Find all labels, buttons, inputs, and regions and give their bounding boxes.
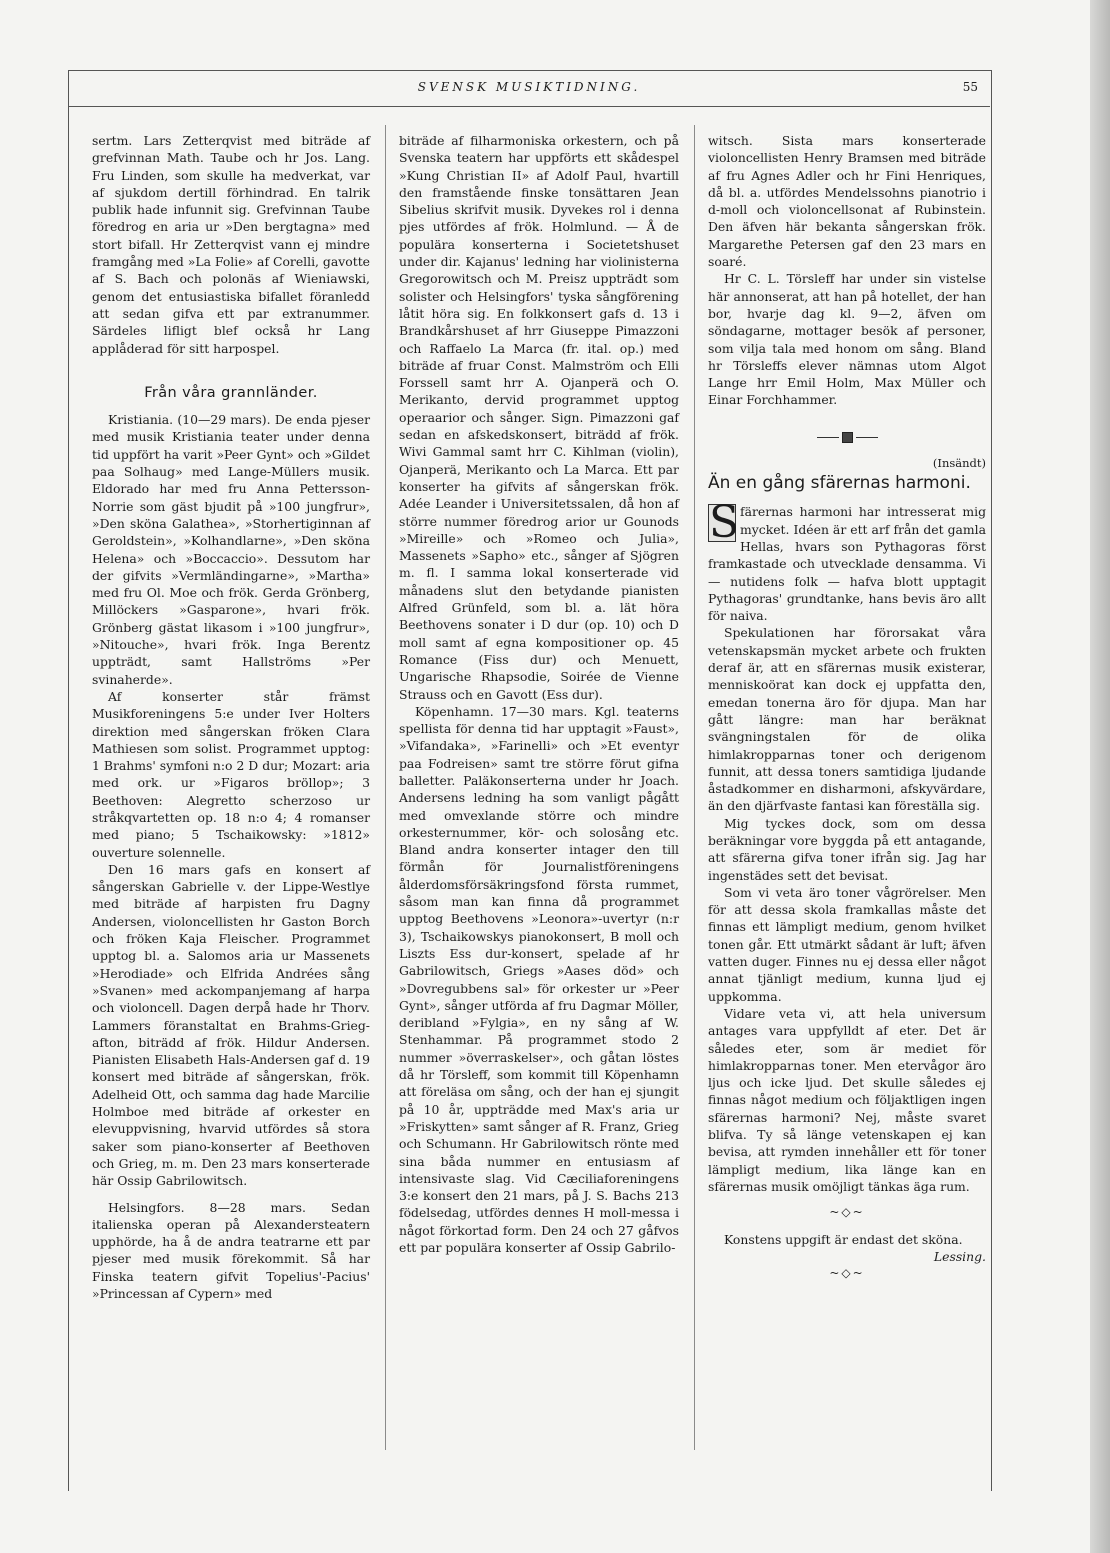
article-opening-text: färernas harmoni har intresserat mig mycket. Idéen är ett arf från det gamla Hellas, hvars son Pythagoras först framkastade och utvecklade densamma. Vi — nutidens folk — hafva blott upptagit Pythagoras' grundtanke, hans bevis äro allt för naiva. [708,504,986,624]
kristiania-paragraph: Kristiania. (10—29 mars). De enda pjeser med musik Kristiania teater under denna tid uppfört ha varit »Peer Gynt» och »Gildet paa Solhaug» med Lange-Müllers musik. Eldorado har med fru Anna Pettersson-Norrie som gäst bjudit på »100 jungfrur», »Den sköna Galathea», »Storhertiginnan af Geroldstein», »Kolhandlarne», »Den sköna Helena» och »Boccaccio». Dessutom har der gifvits »Vermländingarne», »Martha» med fru Ol. Moe och frök. Gerda Grönberg, Millöckers »Gasparone», hvari frök. Grönberg gästat likasom i »100 jungfrur», »Nitouche», hvari frök. Inga Berentz uppträdt, samt Hallströms »Per svinaherde». [92,412,370,687]
article-opening-paragraph [708,497,986,624]
column-2 [399,132,679,1256]
article-heading: Än en gång sfärernas harmoni. [708,473,971,494]
column-rule-1 [385,125,386,1450]
ornament-box-icon [842,432,853,443]
section-ornament [708,429,986,446]
article-paragraph-5: Vidare veta vi, att hela universum antages vara uppfylldt af eter. Det är således eter, som är mediet för himlakropparnas toner. Men etervågor äro ljus och icke ljud. Det skulle således ej finnas något medium och följaktligen ingen sfärernas harmoni? Nej, måste svaret blifva. Ty så länge vetenskapen ej kan bevisa, att rymden innehåller ett för toner lämpligt medium, lika länge kan en sfärernas musik omöjligt tänkas äga rum. [708,1005,986,1194]
column-1 [92,132,370,1302]
lessing-quote: Konstens uppgift är endast det sköna. [724,1231,963,1247]
torsleff-paragraph: Hr C. L. Törsleff har under sin vistelse här annonserat, att han på hotellet, der han bor, hvarje dag kl. 9—2, äfven om söndagarne, mottager besök af personer, som vilja tala med honom om sång. Bland hr Törsleffs elever nämnas utom Algot Lange hrr Emil Holm, Max Müller och Einar Forchhammer. [708,271,986,408]
quote-author: Lessing. [933,1248,986,1264]
running-title: SVENSK MUSIKTIDNING. [417,80,641,94]
page-number: 55 [962,80,978,94]
helsingfors-continued-paragraph: biträde af filharmoniska orkestern, och på Svenska teatern har uppförts ett skådespel »Kung Christian II» af Adolf Paul, hvartill den framstående finske tonsättaren Jean Sibelius skrifvit musik. Dyvekes rol i denna pjes utfördes af frök. Holmlund. — Å de populära konserterna i Societetshuset under dir. Kajanus' ledning har violinisterna Gregorowitsch och M. Preisz uppträdt som solister och Helsingfors' tyska sångförening låtit höra sig. En folkkonsert gafs d. 13 i Brandkårshuset af hrr Giuseppe Pimazzoni och Raffaelo La Marca (fr. ital. op.) med biträde af fruar Const. Malmström och Elli Forssell samt hrr A. Ojanperä och O. Merikanto, dervid programmet upptog operaarior och sånger. Sign. Pimazzoni gaf sedan en afskedskonsert, biträdd af frök. Wivi Gammal samt hrr C. Kihlman (violin), Ojanperä, Merikanto och La Marca. Ett par konserter ha gifvits af sångerskan frök. Adée Leander i Universitetssalen, då hon af större nummer föredrog arior ur Gounods »Mireille» och »Romeo och Julia», Massenets »Sapho» etc., sånger af Sjögren m. fl. I samma lokal konserterade vid månadens slut den betydande pianisten Alfred Grünfeld, som bl. a. lät höra Beethovens sonater i D dur (op. 10) och D moll samt af egna kompositioner op. 45 Romance (Fiss dur) och Menuett, Ungarische Rhapsodie, Soirée de Vienne Strauss och en Gavott (Ess dur). [399,133,679,702]
closing-ornament: ~◇~ [829,1266,865,1281]
musikforeningen-paragraph: Af konserter står främst Musikforeningens 5:e under Iver Holters direktion med sångerskan fröken Clara Mathiesen som solist. Programmet upptog: 1 Brahms' symfoni n:o 2 D dur; Mozart: aria med ork. ur »Figaros bröllop»; 3 Beethoven: Alegretto scherzoso ur stråkqvartetten op. 18 n:o 4; 4 romanser med piano; 5 Tschaikowsky: »1812» ouverture solennelle. [92,688,370,860]
lippe-westlye-paragraph: Den 16 mars gafs en konsert af sångerskan Gabrielle v. der Lippe-Westlye med biträde af harpisten fru Dagny Andersen, violoncellisten hr Gaston Borch och fröken Kaja Fleischer. Programmet upptog bl. a. Salomos aria ur Massenets »Herodiade» och Elfrida Andrées sång »Svanen» med ackompanjemang af harpa och violoncell. Dagen derpå hade hr Thorv. Lammers föranstaltat en Brahms-Grieg-afton, biträdd af frök. Hildur Andersen. Pianisten Elisabeth Hals-Andersen gaf d. 19 konsert med biträde af sångerskan, frök. Adelheid Ott, och samma dag hade Marcilie Holmboe med biträde af orkester en elevuppvisning, hvarvid utfördes så stora saker som piano-konserter af Beethoven och Grieg, m. m. Den 23 mars konserterade här Ossip Gabrilowitsch. [92,861,370,1189]
column-rule-2 [694,125,695,1450]
divider-ornament: ~◇~ [829,1205,865,1220]
page-edge-shadow [1090,0,1110,1553]
article-paragraph-4: Som vi veta äro toner vågrörelser. Men för att dessa skola framkallas måste det finnas ett lämpligt medium, genom hvilket tonen går. Ett utmärkt sådant är luft; äfven vatten duger. Finnes nu ej dessa eller något annat tjänligt medium, kunna ljud ej uppkomma. [708,884,986,1004]
article-paragraph-3: Mig tyckes dock, som om dessa beräkningar vore byggda på ett antagande, att sfärerna gifva toner ifrån sig. Jag har ingenstädes sett det bevisat. [708,815,986,883]
concert-paragraph: sertm. Lars Zetterqvist med biträde af grefvinnan Math. Taube och hr Jos. Lang. Fru Linden, som skulle ha medverkat, var af sjukdom dertill förhindrad. En talrik publik hade infunnit sig. Grefvinnan Taube föredrog en aria ur »Den bergtagna» med stort bifall. Hr Zetterqvist vann ej mindre framgång med »La Folie» af Corelli, gavotte af S. Bach och polonäs af Wieniawski, genom det entusiastiska bifallet föranledd att sedan gifva ett par extranummer. Särdeles lifligt blef också hr Lang applåderad för sitt harpospel. [92,133,371,356]
column-3 [708,132,986,1282]
kopenhamn-paragraph: Köpenhamn. 17—30 mars. Kgl. teaterns spellista för denna tid har upptagit »Faust», »Vifandaka», »Farinelli» och »Et eventyr paa Fodreisen» samt tre större förut gifna balletter. Paläkonserterna under hr Joach. Andersens ledning ha som vanligt pågått med omvexlande större och mindre orkesternummer, kör- och solosång etc. Bland andra konserter intager den till förmån för Journalistföreningens ålderdomsförsäkringsfond första rummet, såsom man kan finna då programmet upptog Beethovens »Leonora»-uvertyr (n:r 3), Tschaikowskys pianokonsert, B moll och Liszts Ess dur-konsert, spelade af hr Gabrilowitsch, Griegs »Aases död» och »Dovregubbens sal» för orkester ur »Peer Gynt», sånger utförda af fru Dagmar Möller, deribland »Fylgia», en ny sång af W. Stenhammar. På programmet stodo 2 nummer »överraskelser», och gåtan löstes då hr Törsleff, som kommit till Köpenhamn att föreläsa om sång, och der han ej sjungit på 10 år, uppträdde med Max's aria ur »Friskytten» samt sånger af R. Franz, Grieg och Schumann. Hr Gabrilowitsch rönte med sina båda nummer en entusiasm af intensivaste slag. Vid Cæciliaforeningens 3:e konsert den 21 mars, på J. S. Bachs 213 födelsedag, utfördes dennes H moll-messa i något förkortad form. Den 24 och 27 gåfvos ett par populära konserter af Ossip Gabrilo- [399,703,679,1255]
helsingfors-paragraph: Helsingfors. 8—28 mars. Sedan italienska operan på Alexandersteatern upphörde, ha å de andra teatrarne ett par pjeser med musik förekommit. Så har Finska teatern gifvit Topelius'-Pacius' »Princessan af Cypern» med [92,1199,370,1301]
source-note: (Insändt) [932,456,986,471]
dropcap-letter: S [709,497,740,549]
header-rule [68,106,990,107]
article-paragraph-2: Spekulationen har förorsakat våra vetenskapsmän mycket arbete och frukten deraf är, att en sfärernas musik existerar, menniskoörat kan dock ej uppfatta den, emedan tonerna äro för djupa. Man har gått längre: man har beräknat svängningstalen för de olika himlakropparnas toner och derigenom funnit, att dessa toners samtidiga ljudande åstadkommer en disharmoni, afskyvärdare, än den djärfvaste fantasi kan föreställa sig. [708,625,986,814]
page-header [68,80,990,104]
gabrilowitsch-continued-paragraph: witsch. Sista mars konserterade violoncellisten Henry Bramsen med biträde af fru Agnes Adler och hr Fini Henriques, då bl. a. utfördes Mendelssohns pianotrio i d-moll och violoncellsonat af Rubinstein. Den äfven här bekanta sångerskan frök. Margarethe Petersen gaf den 23 mars en soaré. [708,133,986,270]
section-heading-neighbours: Från våra grannländer. [144,384,318,401]
